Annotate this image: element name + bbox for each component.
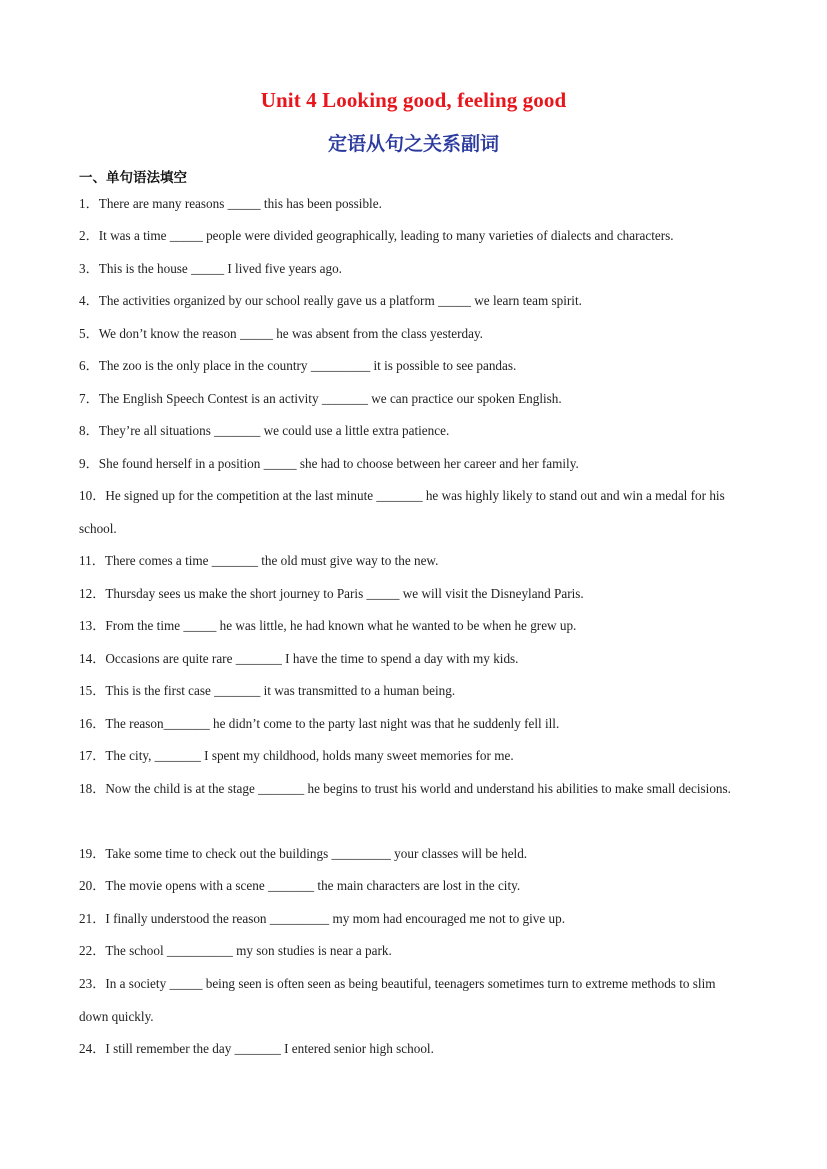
question-item: 3．This is the house _____ I lived five years ago. xyxy=(79,261,342,276)
unit-title: Unit 4 Looking good, feeling good xyxy=(260,88,567,112)
question-item: 22．The school __________ my son studies is near a park. xyxy=(79,943,392,958)
question-item: 7．The English Speech Contest is an activity _______ we can practice our spoken English. xyxy=(79,391,562,406)
question-item: 24．I still remember the day _______ I entered senior high school. xyxy=(79,1041,434,1056)
question-item: 18．Now the child is at the stage _______ he begins to trust his world and understand his abilities to make small decisions. xyxy=(79,781,731,796)
question-item: 11．There comes a time _______ the old must give way to the new. xyxy=(79,553,439,568)
question-item: 2．It was a time _____ people were divided geographically, leading to many varieties of dialects and characters. xyxy=(79,228,674,243)
question-item: 6．The zoo is the only place in the country _________ it is possible to see pandas. xyxy=(79,358,517,373)
question-item: 17．The city, _______ I spent my childhood, holds many sweet memories for me. xyxy=(79,748,514,763)
question-item: 5．We don’t know the reason _____ he was absent from the class yesterday. xyxy=(79,326,483,341)
question-item: 19．Take some time to check out the buildings _________ your classes will be held. xyxy=(79,846,528,861)
question-item: 15．This is the first case _______ it was transmitted to a human being. xyxy=(79,683,456,698)
question-item: 21．I finally understood the reason _________ my mom had encouraged me not to give up. xyxy=(79,911,566,926)
question-item: 4．The activities organized by our school really gave us a platform _____ we learn team spirit. xyxy=(79,293,582,308)
question-item: 9．She found herself in a position _____ she had to choose between her career and her family. xyxy=(79,456,579,471)
question-item: 10．He signed up for the competition at the last minute _______ he was highly likely to stand out and win a medal for his school. xyxy=(79,488,725,536)
question-item: 8．They’re all situations _______ we could use a little extra patience. xyxy=(79,423,450,438)
question-item: 16．The reason_______ he didn’t come to the party last night was that he suddenly fell ill. xyxy=(79,716,560,731)
question-item: 1．There are many reasons _____ this has been possible. xyxy=(79,196,382,211)
question-item: 20．The movie opens with a scene _______ the main characters are lost in the city. xyxy=(79,878,521,893)
topic-subtitle: 定语从句之关系副词 xyxy=(327,133,499,155)
question-item: 13．From the time _____ he was little, he had known what he wanted to be when he grew up. xyxy=(79,618,577,633)
question-item: 23．In a society _____ being seen is often seen as being beautiful, teenagers sometimes turn to extreme methods to slim down quickly. xyxy=(79,976,716,1024)
question-item: 12．Thursday sees us make the short journey to Paris _____ we will visit the Disneyland Paris. xyxy=(79,586,584,601)
section-heading: 一、单句语法填空 xyxy=(79,170,187,186)
question-item: 14．Occasions are quite rare _______ I have the time to spend a day with my kids. xyxy=(79,651,519,666)
